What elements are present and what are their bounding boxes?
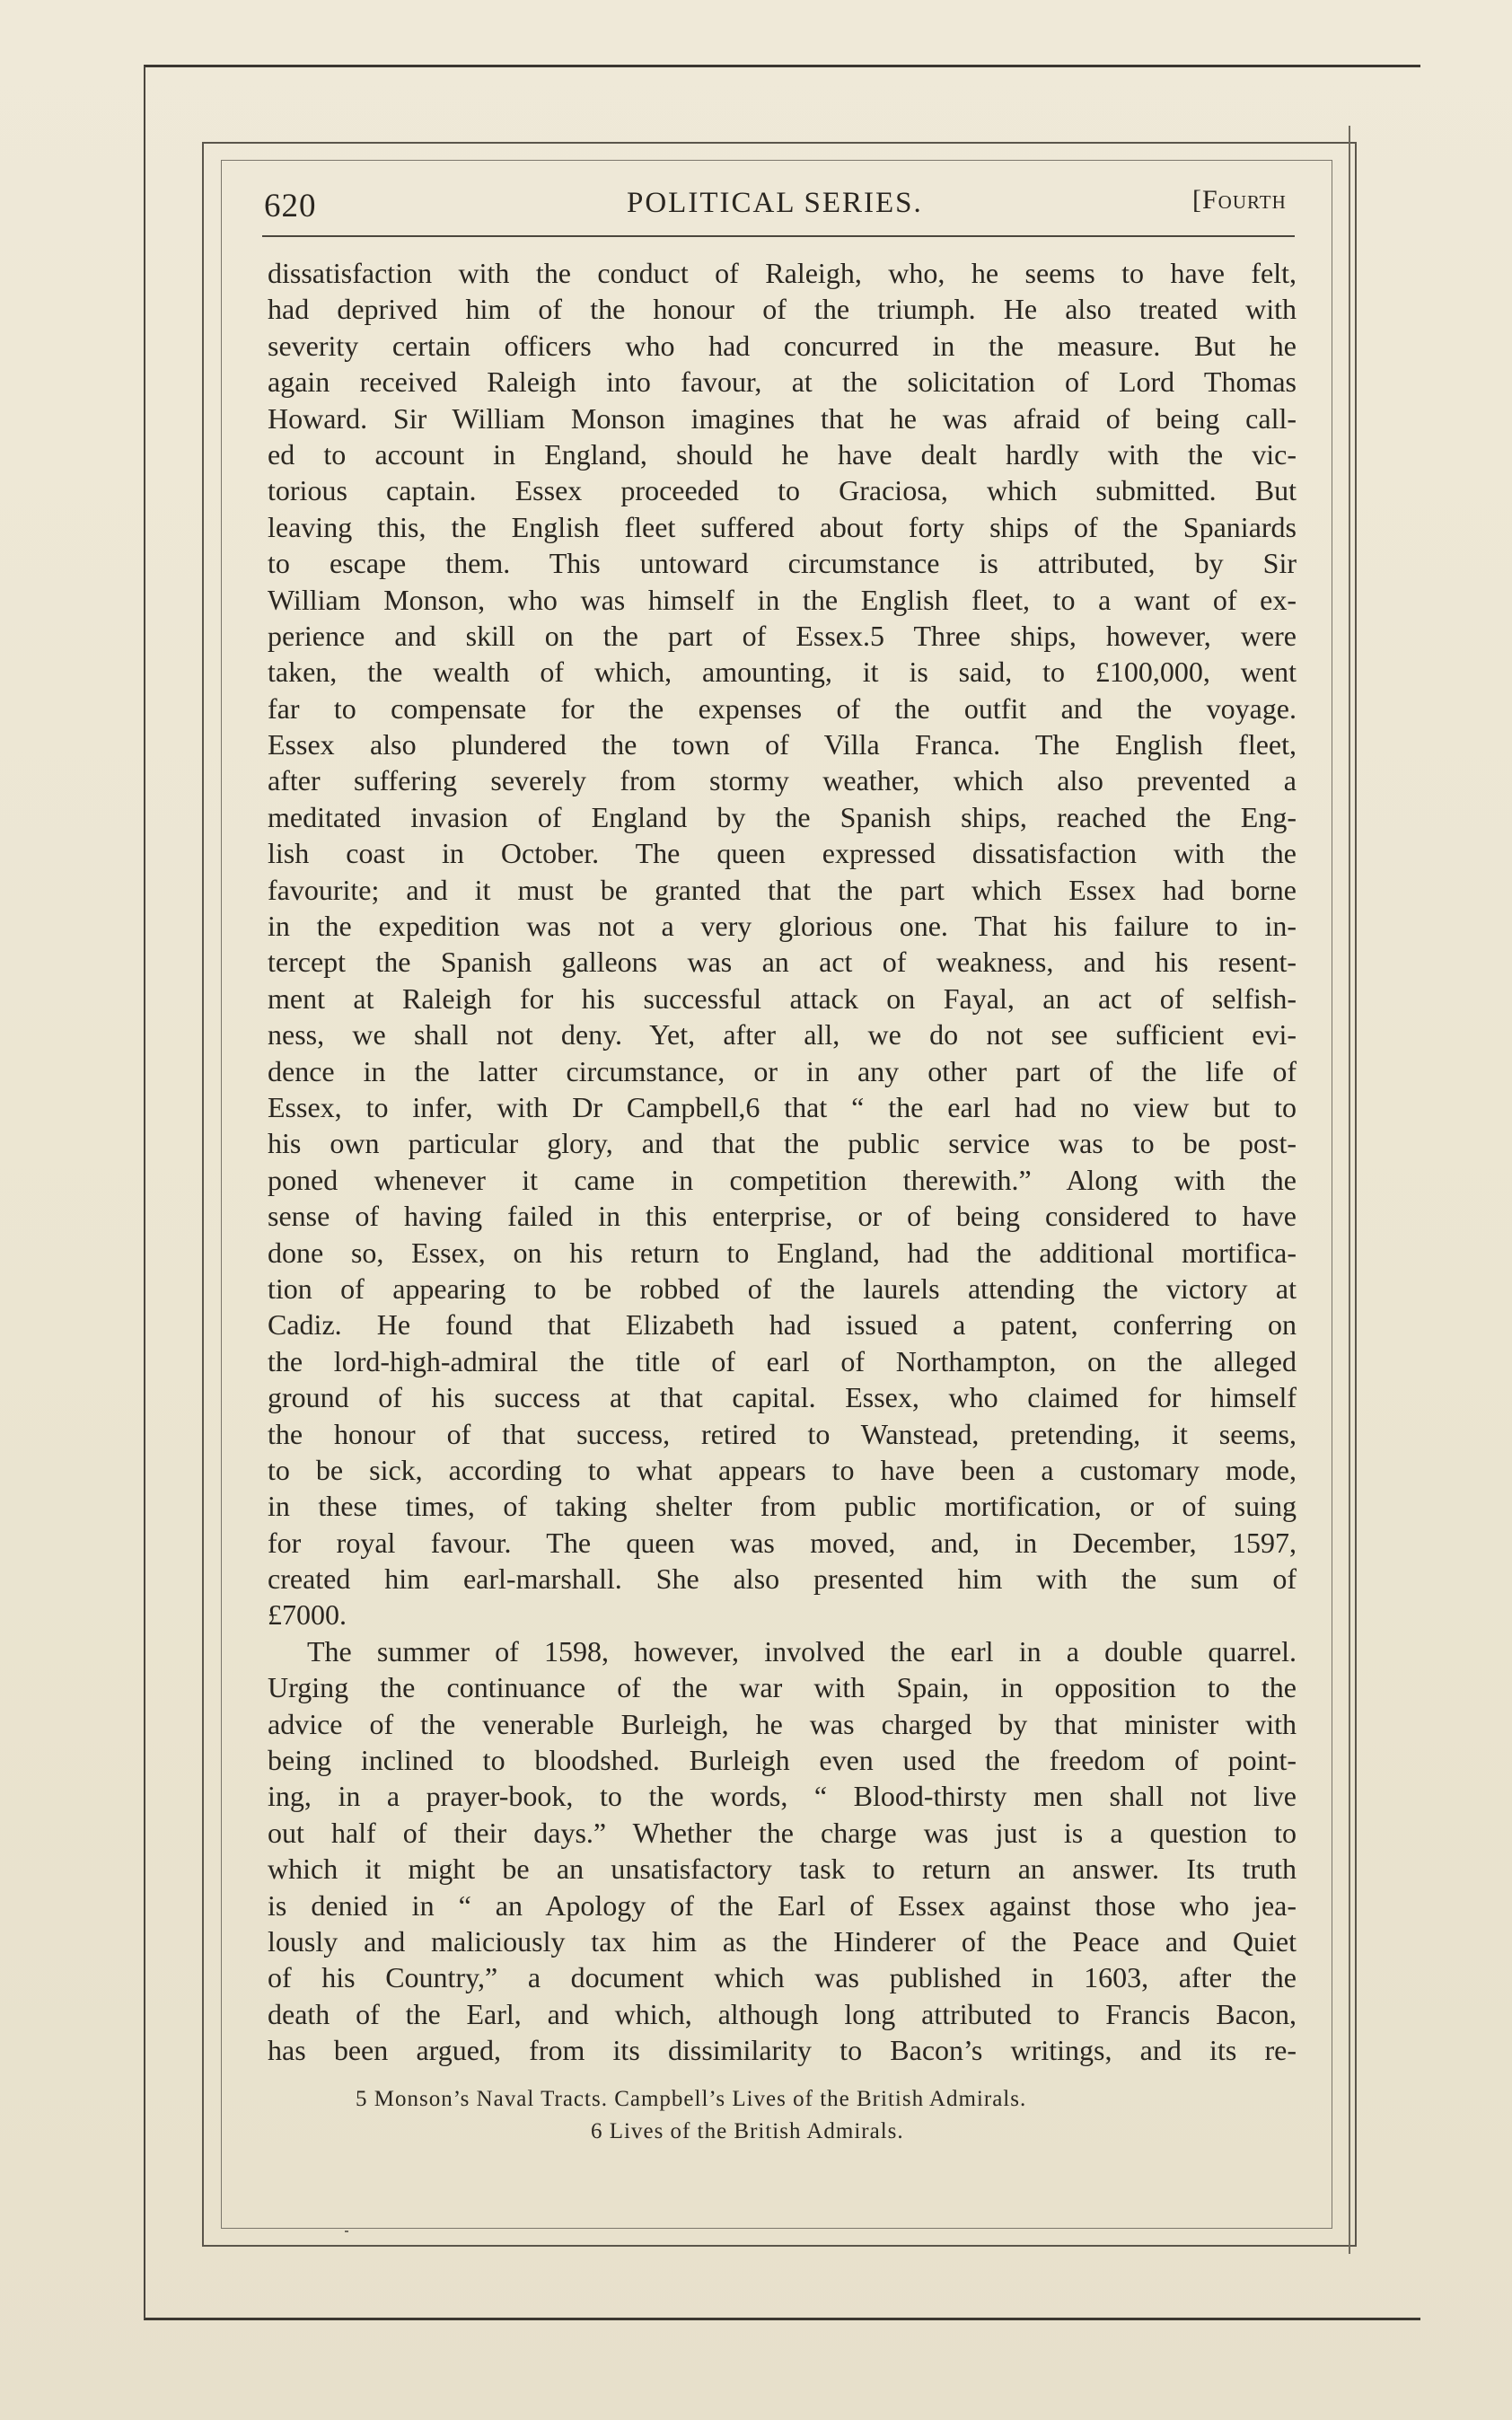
text-line: being inclined to bloodshed. Burleigh even used the freedom of point-: [268, 1744, 1297, 1777]
text-line: meditated invasion of England by the Spanish ships, reached the Eng-: [268, 800, 1297, 833]
text-line: in the expedition was not a very glorious one. That his failure to in-: [268, 910, 1297, 943]
text-line: torious captain. Essex proceeded to Graciosa, which submitted. But: [268, 474, 1297, 507]
text-line: The summer of 1598, however, involved the earl in a double quarrel.: [307, 1634, 1297, 1668]
text-line: of his Country,” a document which was published in 1603, after the: [268, 1961, 1297, 1994]
section-mark: [Fourth: [1192, 185, 1287, 215]
text-line: ness, we shall not deny. Yet, after all, we do not see sufficient evi-: [268, 1018, 1297, 1052]
text-line: to escape them. This untoward circumstance is attributed, by Sir: [268, 547, 1297, 580]
running-head: [264, 176, 1341, 230]
text-line: Howard. Sir William Monson imagines that he was afraid of being call-: [268, 401, 1297, 435]
series-title: POLITICAL SERIES.: [627, 187, 923, 219]
text-line: Cadiz. He found that Elizabeth had issued a patent, conferring on: [268, 1308, 1297, 1342]
footnote-5: 5 Monson’s Naval Tracts. Campbell’s Lives of the British Admirals.: [356, 2087, 1027, 2111]
right-margin-rule: [1349, 126, 1350, 2254]
text-line: after suffering severely from stormy weather, which also prevented a: [268, 764, 1297, 797]
text-line: for royal favour. The queen was moved, and, in December, 1597,: [268, 1526, 1297, 1559]
text-line: created him earl-marshall. She also presented him with the sum of: [268, 1562, 1297, 1596]
text-line: the lord-high-admiral the title of earl of Northampton, on the alleged: [268, 1344, 1297, 1377]
text-line: far to compensate for the expenses of the outfit and the voyage.: [268, 691, 1297, 725]
text-line: death of the Earl, and which, although long attributed to Francis Bacon,: [268, 1997, 1297, 2030]
text-line: had deprived him of the honour of the triumph. He also treated with: [268, 293, 1297, 326]
text-line: £7000.: [268, 1598, 347, 1632]
text-line: Essex also plundered the town of Villa Franca. The English fleet,: [268, 728, 1297, 761]
text-line: advice of the venerable Burleigh, he was charged by that minister with: [268, 1707, 1297, 1740]
header-rule: [262, 235, 1295, 237]
text-line: leaving this, the English fleet suffered about forty ships of the Spaniards: [268, 510, 1297, 543]
text-line: has been argued, from its dissimilarity to Bacon’s writings, and its re-: [268, 2034, 1297, 2067]
text-line: the honour of that success, retired to Wanstead, pretending, it seems,: [268, 1417, 1297, 1450]
text-line: again received Raleigh into favour, at the solicitation of Lord Thomas: [268, 365, 1297, 399]
text-line: ed to account in England, should he have dealt hardly with the vic-: [268, 437, 1297, 471]
text-line: Urging the continuance of the war with Spain, in opposition to the: [268, 1671, 1297, 1704]
text-line: favourite; and it must be granted that the part which Essex had borne: [268, 873, 1297, 906]
text-line: which it might be an unsatisfactory task to return an answer. Its truth: [268, 1852, 1297, 1886]
text-line: poned whenever it came in competition therewith.” Along with the: [268, 1163, 1297, 1196]
text-line: his own particular glory, and that the public service was to be post-: [268, 1127, 1297, 1160]
text-line: severity certain officers who had concurred in the measure. But he: [268, 329, 1297, 362]
text-line: ground of his success at that capital. Essex, who claimed for himself: [268, 1381, 1297, 1414]
text-line: to be sick, according to what appears to have been a customary mode,: [268, 1453, 1297, 1486]
text-line: lously and maliciously tax him as the Hinderer of the Peace and Quiet: [268, 1924, 1297, 1958]
text-line: Essex, to infer, with Dr Campbell,6 that “ the earl had no view but to: [268, 1090, 1297, 1123]
text-line: in these times, of taking shelter from public mortification, or of suing: [268, 1490, 1297, 1523]
footnotes: [356, 2083, 1253, 2148]
text-line: dence in the latter circumstance, or in any other part of the life of: [268, 1054, 1297, 1087]
text-line: tion of appearing to be robbed of the laurels attending the victory at: [268, 1272, 1297, 1305]
text-line: William Monson, who was himself in the English fleet, to a want of ex-: [268, 583, 1297, 616]
text-line: is denied in “ an Apology of the Earl of Essex against those who jea-: [268, 1888, 1297, 1922]
text-line: out half of their days.” Whether the charge was just is a question to: [268, 1816, 1297, 1849]
text-line: perience and skill on the part of Essex.5 Three ships, however, were: [268, 619, 1297, 652]
text-line: tercept the Spanish galleons was an act of weakness, and his resent-: [268, 946, 1297, 979]
body-text: [268, 255, 1297, 2069]
text-line: dissatisfaction with the conduct of Raleigh, who, he seems to have felt,: [268, 257, 1297, 289]
text-line: lish coast in October. The queen expressed dissatisfaction with the: [268, 837, 1297, 870]
page-number: 620: [264, 188, 317, 224]
frame-mark: [345, 2231, 348, 2232]
text-line: sense of having failed in this enterprise, or of being considered to have: [268, 1200, 1297, 1233]
text-line: done so, Essex, on his return to England, had the additional mortifica-: [268, 1236, 1297, 1269]
text-line: taken, the wealth of which, amounting, it is said, to £100,000, went: [268, 656, 1297, 689]
footnote-6: 6 Lives of the British Admirals.: [591, 2119, 904, 2143]
text-line: ing, in a prayer-book, to the words, “ Blood-thirsty men shall not live: [268, 1780, 1297, 1813]
text-line: ment at Raleigh for his successful attack on Fayal, an act of selfish-: [268, 981, 1297, 1015]
